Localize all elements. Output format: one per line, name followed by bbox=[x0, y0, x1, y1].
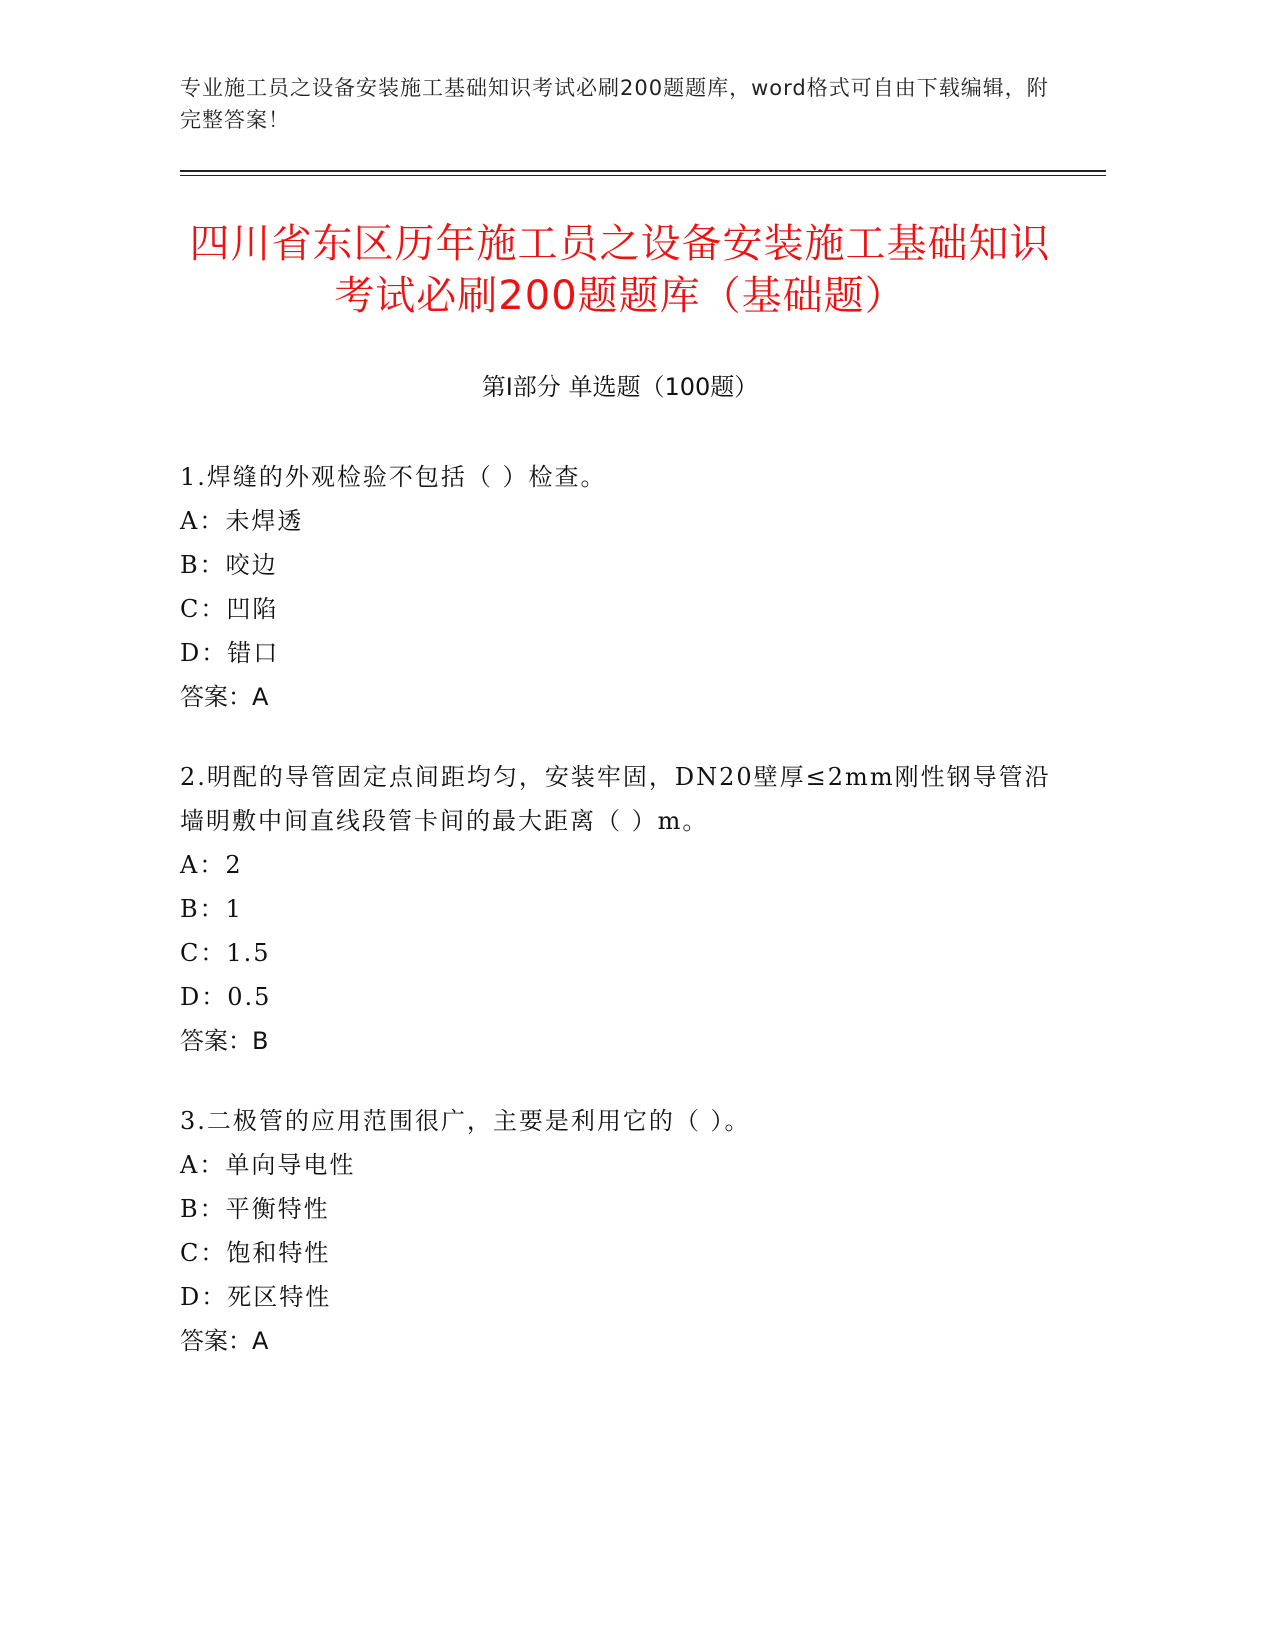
answer: 答案：A bbox=[180, 1327, 269, 1355]
option-c: C：1.5 bbox=[180, 939, 271, 967]
question-stem: 2.明配的导管固定点间距均匀，安装牢固，DN20壁厚≤2mm刚性钢导管沿墙明敷中间直线段管卡间的最大距离（ ）m。 bbox=[180, 763, 1051, 835]
question-1 bbox=[180, 455, 1060, 719]
answer: 答案：B bbox=[180, 1027, 269, 1055]
option-a: A：2 bbox=[180, 851, 243, 879]
option-b: B：咬边 bbox=[180, 551, 278, 579]
option-d: D：死区特性 bbox=[180, 1283, 332, 1311]
question-stem: 1.焊缝的外观检验不包括（ ）检查。 bbox=[180, 463, 607, 491]
header-divider-thick bbox=[180, 170, 1106, 172]
question-stem: 3.二极管的应用范围很广，主要是利用它的（ ）。 bbox=[180, 1107, 751, 1135]
option-b: B：平衡特性 bbox=[180, 1195, 330, 1223]
option-d: D：0.5 bbox=[180, 983, 272, 1011]
document-title: 四川省东区历年施工员之设备安装施工基础知识考试必刷200题题库（基础题） bbox=[189, 221, 1051, 319]
option-a: A：未焊透 bbox=[180, 507, 304, 535]
header-divider-thin bbox=[180, 175, 1106, 176]
option-b: B：1 bbox=[180, 895, 243, 923]
option-c: C：饱和特性 bbox=[180, 1239, 331, 1267]
section-heading: 第I部分 单选题（100题） bbox=[481, 373, 759, 401]
question-3 bbox=[180, 1099, 1060, 1363]
option-c: C：凹陷 bbox=[180, 595, 279, 623]
header-note: 专业施工员之设备安装施工基础知识考试必刷200题题库，word格式可自由下载编辑，附完整答案！ bbox=[180, 76, 1049, 132]
answer: 答案：A bbox=[180, 683, 269, 711]
question-list bbox=[180, 455, 1060, 1399]
option-d: D：错口 bbox=[180, 639, 280, 667]
option-a: A：单向导电性 bbox=[180, 1151, 356, 1179]
question-2 bbox=[180, 755, 1060, 1063]
